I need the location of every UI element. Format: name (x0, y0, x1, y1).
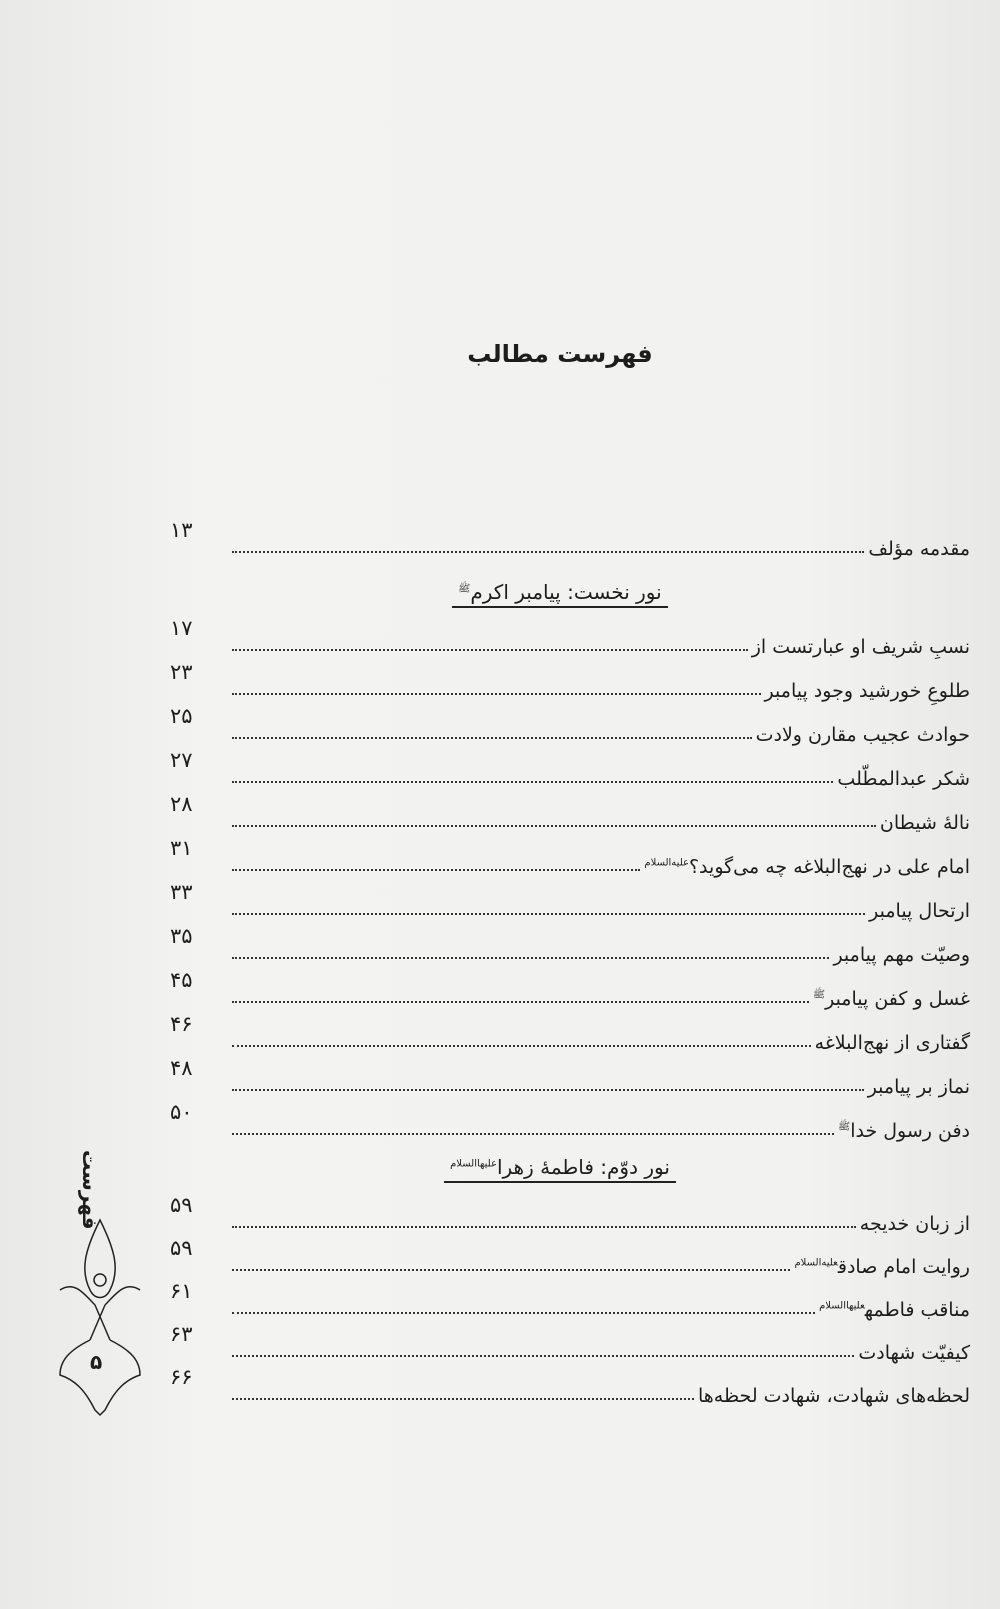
entry-label: حوادث عجیب مقارن ولادت (755, 724, 970, 746)
dot-leader (232, 913, 865, 915)
toc-entry (170, 1100, 970, 1152)
toc-entry (170, 616, 970, 668)
entry-label: شکر عبدالمطّلب (837, 768, 970, 790)
entry-label: گفتاری از نهج‌البلاغه (814, 1032, 970, 1054)
dot-leader (232, 649, 748, 651)
entry-label: روایت امام صادق (837, 1256, 970, 1278)
toc-entry (170, 924, 970, 976)
ornament-icon (50, 1210, 150, 1470)
toc-entry (170, 1365, 970, 1417)
section-title: نور دوّم: فاطمۀ زهرا (496, 1155, 670, 1179)
entry-title (640, 856, 970, 878)
toc-entry (170, 1279, 970, 1331)
dot-leader (232, 1133, 834, 1135)
entry-page-number: ۵۹ (170, 1236, 193, 1260)
page-title: فهرست مطالب (467, 340, 653, 368)
entry-title (865, 900, 970, 922)
section-title: نور نخست: پیامبر اکرم (470, 580, 662, 604)
entry-label: مقدمه مؤلف (868, 538, 970, 560)
entry-title (833, 768, 970, 790)
entry-page-number: ۱۳ (170, 518, 193, 542)
section-heading (0, 1155, 1000, 1183)
dot-leader (232, 1089, 864, 1091)
entry-title (790, 1256, 970, 1278)
honorific-mark: ﷺ (813, 989, 826, 1001)
entry-label: دفن رسول خدا (850, 1120, 970, 1142)
toc-entry (170, 1193, 970, 1245)
entry-page-number: ۶۱ (170, 1279, 193, 1303)
dot-leader (232, 1312, 815, 1314)
entry-title (748, 636, 970, 658)
entry-page-number: ۳۳ (170, 880, 193, 904)
entry-title (834, 1120, 970, 1142)
entry-label: لحظه‌های شهادت، شهادت لحظه‌ها (697, 1385, 970, 1407)
entry-page-number: ۲۵ (170, 704, 193, 728)
dot-leader (232, 737, 752, 739)
entry-label: مناقب فاطمه (864, 1299, 970, 1321)
entry-label: امام علی در نهج‌البلاغه چه می‌گوید؟ (688, 856, 970, 878)
toc-entry (170, 748, 970, 800)
dot-leader (232, 693, 761, 695)
toc-entry (170, 880, 970, 932)
entry-title (876, 812, 970, 834)
entry-label: غسل و کفن پیامبر (825, 988, 970, 1010)
entry-label: نسبِ شریف او عبارتست از (751, 636, 970, 658)
entry-page-number: ۲۷ (170, 748, 193, 772)
entry-page-number: ۱۷ (170, 616, 193, 640)
entry-label: کیفیّت شهادت (858, 1342, 970, 1364)
entry-label: طلوعِ خورشید وجود پیامبر (764, 680, 970, 702)
entry-page-number: ۵۹ (170, 1193, 193, 1217)
entry-title (829, 944, 970, 966)
page-number: ۵ (90, 1350, 103, 1374)
dot-leader (232, 781, 833, 783)
entry-title (809, 988, 970, 1010)
dot-leader (232, 1226, 856, 1228)
toc-entry (170, 1056, 970, 1108)
entry-title (854, 1342, 970, 1364)
toc-entry (170, 660, 970, 712)
entry-label: از زبان خدیجه (859, 1213, 970, 1235)
entry-page-number: ۵۰ (170, 1100, 193, 1124)
entry-page-number: ۲۳ (170, 660, 193, 684)
toc-entry (170, 1012, 970, 1064)
entry-label: نالۀ شیطان (879, 812, 970, 834)
honorific-mark: علیهاالسلام (450, 1158, 497, 1170)
entry-page-number: ۲۸ (170, 792, 193, 816)
dot-leader (232, 1001, 809, 1003)
toc-entry (170, 968, 970, 1020)
entry-title (815, 1299, 970, 1321)
entry-page-number: ۶۶ (170, 1365, 193, 1389)
entry-page-number: ۶۳ (170, 1322, 193, 1346)
dot-leader (232, 1045, 811, 1047)
entry-label: نماز بر پیامبر (867, 1076, 970, 1098)
entry-page-number: ۴۵ (170, 968, 193, 992)
honorific-mark: ﷺ (458, 583, 471, 595)
entry-page-number: ۴۸ (170, 1056, 193, 1080)
honorific-mark: علیه‌السلام (644, 857, 689, 869)
honorific-mark: ﷺ (838, 1121, 851, 1133)
toc-entry (170, 792, 970, 844)
entry-label: ارتحال پیامبر (869, 900, 970, 922)
entry-title (864, 1076, 970, 1098)
entry-label: وصیّت مهم پیامبر (833, 944, 970, 966)
entry-title (864, 538, 970, 560)
side-ornament (50, 1150, 150, 1410)
toc-entry (170, 518, 970, 570)
toc-entry (170, 1322, 970, 1374)
dot-leader (232, 1269, 790, 1271)
dot-leader (232, 957, 829, 959)
dot-leader (232, 869, 640, 871)
section-heading (0, 580, 1000, 608)
entry-title (752, 724, 970, 746)
dot-leader (232, 1355, 854, 1357)
entry-page-number: ۳۵ (170, 924, 193, 948)
toc-entry (170, 836, 970, 888)
dot-leader (232, 551, 864, 553)
entry-title (761, 680, 970, 702)
entry-title (811, 1032, 970, 1054)
dot-leader (232, 825, 876, 827)
entry-page-number: ۴۶ (170, 1012, 193, 1036)
side-label: فهرست (78, 1150, 102, 1230)
dot-leader (232, 1398, 694, 1400)
entry-title (694, 1385, 970, 1407)
honorific-mark: علیه‌السلام (794, 1257, 838, 1269)
toc-entry (170, 704, 970, 756)
honorific-mark: علیهاالسلام (819, 1300, 865, 1312)
toc-entry (170, 1236, 970, 1288)
entry-page-number: ۳۱ (170, 836, 193, 860)
entry-title (856, 1213, 970, 1235)
